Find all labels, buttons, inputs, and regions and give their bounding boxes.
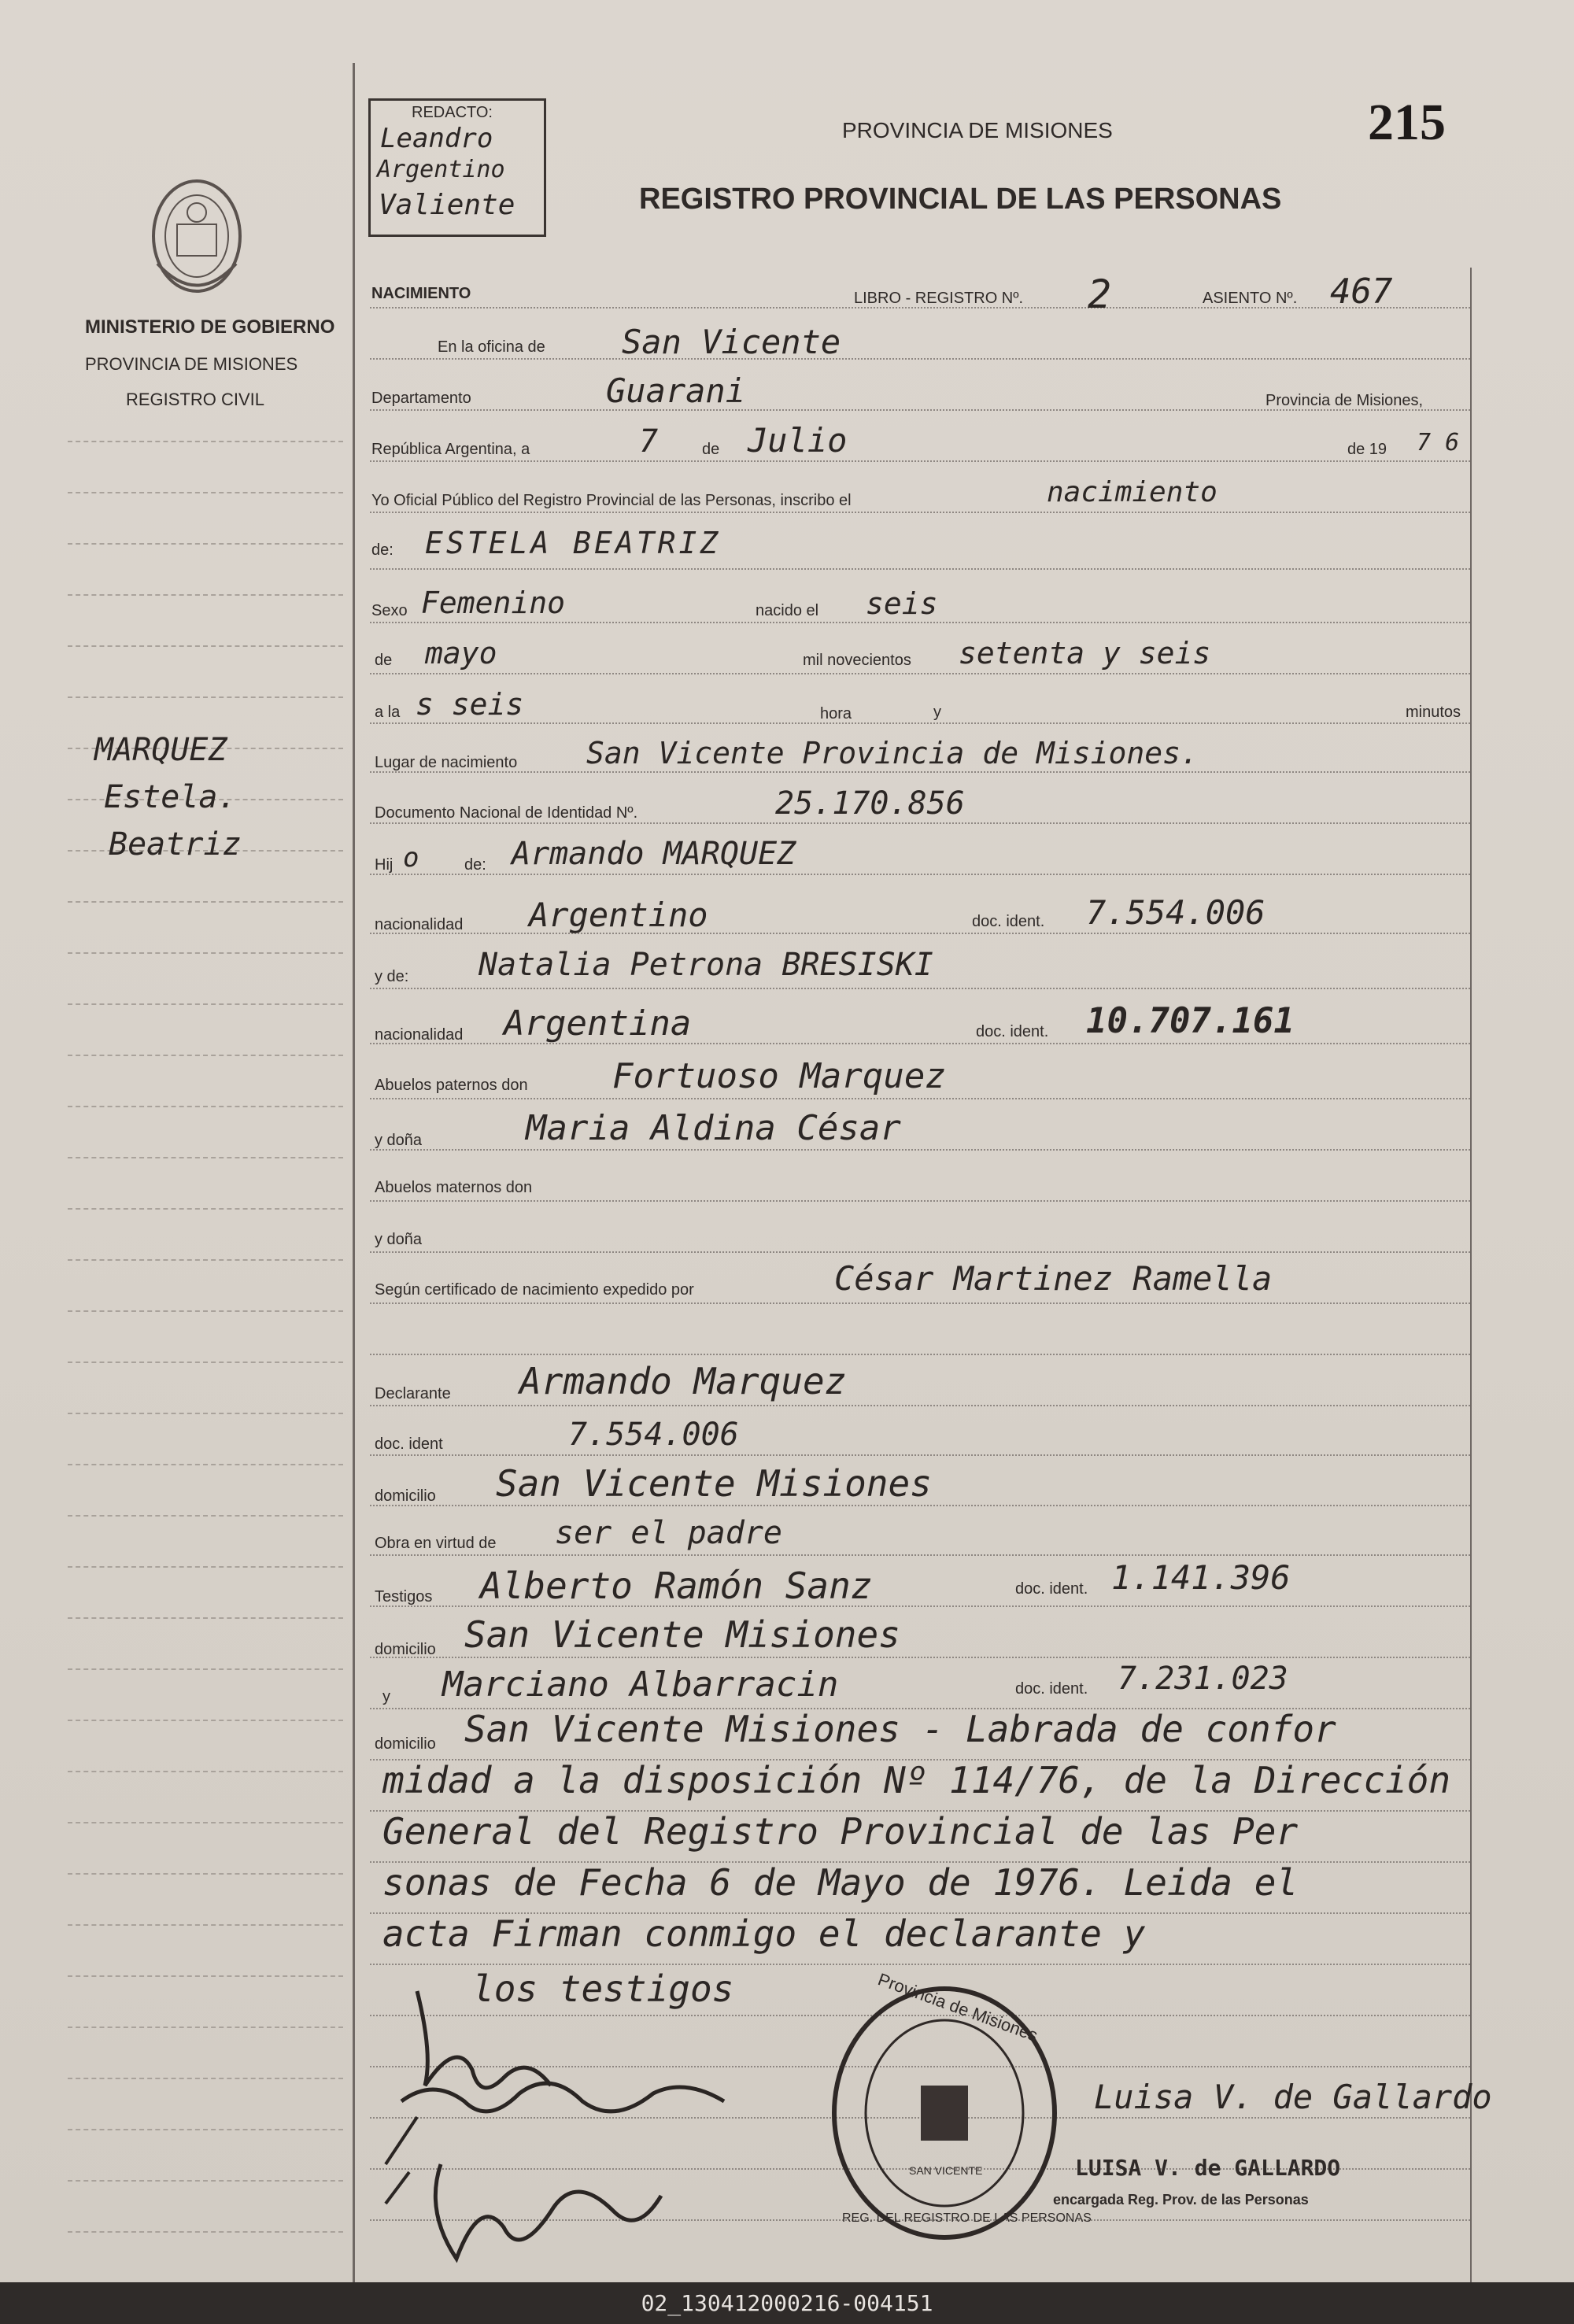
- provincia-suffix: Provincia de Misiones,: [1265, 392, 1424, 409]
- form-dotted-line: [370, 622, 1470, 623]
- form-dotted-line: [370, 771, 1470, 773]
- ydona-label: y doña: [375, 1132, 423, 1149]
- hora-value: s seis: [416, 687, 524, 722]
- sexo-value: Femenino: [421, 586, 566, 620]
- testigo2-value: Marciano Albarracin: [442, 1664, 839, 1705]
- margin-dashed-line: [68, 645, 343, 647]
- form-dotted-line: [370, 1251, 1470, 1253]
- seal-text-bottom: REG. DEL REGISTRO DE LAS PERSONAS: [842, 2211, 1092, 2225]
- de3-label: de: [375, 652, 393, 669]
- abuelos-pat-label: Abuelos paternos don: [375, 1077, 528, 1094]
- margin-dashed-line: [68, 2027, 343, 2028]
- margin-dashed-line: [68, 492, 343, 493]
- declarante-doc: 7.554.006: [568, 1417, 739, 1453]
- note-line-2: midad a la disposición Nº 114/76, de la Dirección: [382, 1759, 1451, 1801]
- departamento-label: Departamento: [371, 390, 471, 407]
- note-line-3: General del Registro Provincial de las Per: [382, 1810, 1299, 1853]
- margin-dashed-line: [68, 543, 343, 545]
- form-dotted-line: [370, 1454, 1470, 1456]
- margin-dashed-line: [68, 1003, 343, 1005]
- margin-dashed-line: [68, 1310, 343, 1312]
- margin-dashed-line: [68, 1668, 343, 1670]
- margin-surname: MARQUEZ: [94, 732, 227, 768]
- de2-label: de:: [371, 541, 394, 559]
- libro-value: 2: [1088, 272, 1112, 317]
- registry-seal: [826, 1969, 1092, 2243]
- note-line-6: los testigos: [472, 1967, 734, 2010]
- declarante-dom-label: domicilio: [375, 1487, 436, 1505]
- note-line-5: acta Firman conmigo el declarante y: [382, 1912, 1146, 1955]
- declarante-value: Armando Marquez: [519, 1360, 847, 1402]
- official-text: Yo Oficial Público del Registro Provincial de las Personas, inscribo el: [371, 492, 852, 509]
- margin-dashed-line: [68, 441, 343, 442]
- obra-value: ser el padre: [555, 1515, 782, 1551]
- ministry-province: PROVINCIA DE MISIONES: [85, 354, 298, 374]
- hijo-suffix: o: [403, 842, 419, 874]
- libro-label: LIBRO - REGISTRO Nº.: [854, 290, 1024, 307]
- right-rule: [1470, 268, 1472, 2282]
- form-dotted-line: [370, 460, 1470, 462]
- redacto-name-1: Leandro: [380, 123, 493, 154]
- abuelo-pat-value: Fortuoso Marquez: [612, 1056, 946, 1096]
- seal-inner-text: SAN VICENTE: [909, 2164, 983, 2177]
- padre-doc-label: doc. ident.: [972, 913, 1045, 930]
- form-dotted-line: [370, 1405, 1470, 1406]
- yde-label: y de:: [375, 968, 409, 985]
- redacto-label: REDACTO:: [412, 104, 493, 121]
- margin-dashed-line: [68, 1106, 343, 1107]
- ministry-title: MINISTERIO DE GOBIERNO: [85, 316, 335, 338]
- margin-dashed-line: [68, 2078, 343, 2079]
- testigo1-value: Alberto Ramón Sanz: [480, 1565, 873, 1607]
- form-dotted-line: [370, 1098, 1470, 1099]
- oficina-value: San Vicente: [622, 323, 841, 361]
- margin-dashed-line: [68, 1208, 343, 1210]
- nacido-label: nacido el: [756, 602, 819, 619]
- declarante-dom: San Vicente Misiones: [496, 1462, 932, 1505]
- departamento-value: Guarani: [606, 371, 746, 410]
- madre-nac-label: nacionalidad: [375, 1026, 464, 1044]
- province-heading: PROVINCIA DE MISIONES: [842, 118, 1113, 142]
- official-signature: Luisa V. de Gallardo: [1094, 2078, 1492, 2116]
- page-number: 215: [1368, 94, 1446, 151]
- y2-label: y: [382, 1688, 390, 1705]
- madre-value: Natalia Petrona BRESISKI: [478, 947, 933, 983]
- dni-value: 25.170.856: [775, 785, 965, 822]
- obra-label: Obra en virtud de: [375, 1535, 497, 1552]
- form-dotted-line: [370, 1200, 1470, 1202]
- margin-dashed-line: [68, 2231, 343, 2233]
- form-dotted-line: [370, 568, 1470, 570]
- abuela-pat-value: Maria Aldina César: [526, 1108, 901, 1148]
- form-dotted-line: [370, 1964, 1470, 1965]
- form-dotted-line: [370, 1354, 1470, 1355]
- sexo-label: Sexo: [371, 602, 408, 619]
- official-name: LUISA V. de GALLARDO: [1075, 2155, 1341, 2181]
- dni-label: Documento Nacional de Identidad Nº.: [375, 804, 638, 822]
- testigos-label: Testigos: [375, 1588, 433, 1605]
- coat-of-arms-icon: [142, 169, 252, 307]
- madre-nac-value: Argentina: [504, 1003, 692, 1044]
- margin-dashed-line: [68, 1515, 343, 1517]
- certificado-value: César Martinez Ramella: [834, 1259, 1273, 1298]
- hora-label: hora: [820, 705, 852, 722]
- mil-label: mil novecientos: [803, 652, 911, 669]
- margin-dashed-line: [68, 1566, 343, 1568]
- margin-dashed-line: [68, 1924, 343, 1926]
- testigo2-dom-label: domicilio: [375, 1735, 436, 1753]
- mil-value: setenta y seis: [959, 636, 1211, 671]
- certificado-label: Según certificado de nacimiento expedido por: [375, 1281, 694, 1299]
- form-dotted-line: [370, 512, 1470, 513]
- testigo1-dom-label: domicilio: [375, 1641, 436, 1658]
- abuelos-mat-label: Abuelos maternos don: [375, 1179, 533, 1196]
- margin-given-1: Estela.: [104, 779, 237, 815]
- padre-doc-value: 7.554.006: [1086, 893, 1265, 932]
- form-dotted-line: [370, 1505, 1470, 1506]
- margin-dashed-line: [68, 1873, 343, 1875]
- form-dotted-line: [370, 1554, 1470, 1556]
- testigo2-dom-and-note: San Vicente Misiones - Labrada de confor: [464, 1708, 1336, 1750]
- registry-title: REGISTRO PROVINCIAL DE LAS PERSONAS: [639, 183, 1282, 216]
- year-value: 7 6: [1417, 429, 1460, 456]
- declarante-label: Declarante: [375, 1385, 451, 1402]
- margin-dashed-line: [68, 1157, 343, 1158]
- redacto-name-2: Argentino: [377, 156, 505, 183]
- redacto-stamp: [368, 98, 546, 237]
- padre-value: Armando MARQUEZ: [512, 836, 796, 872]
- de4-label: de:: [464, 856, 486, 874]
- witness-signatures: [370, 1967, 858, 2282]
- hijo-label: Hij: [375, 856, 394, 874]
- testigo1-dom: San Vicente Misiones: [464, 1613, 900, 1656]
- form-dotted-line: [370, 874, 1470, 875]
- asiento-label: ASIENTO Nº.: [1203, 290, 1298, 307]
- y-label: y: [933, 704, 941, 721]
- margin-dashed-line: [68, 696, 343, 698]
- form-dotted-line: [370, 822, 1470, 824]
- seal-text-top: Provincia de Misiones: [875, 1969, 1040, 2045]
- redacto-name-3: Valiente: [379, 189, 515, 221]
- margin-dashed-line: [68, 1822, 343, 1823]
- ala-label: a la: [375, 704, 401, 721]
- day-value: 7: [639, 423, 659, 460]
- image-caption: 02_130412000216-004151: [0, 2282, 1574, 2324]
- form-dotted-line: [370, 673, 1470, 674]
- year-prefix: de 19: [1347, 441, 1387, 458]
- margin-dashed-line: [68, 1259, 343, 1261]
- margin-dashed-line: [68, 2180, 343, 2182]
- form-dotted-line: [370, 1657, 1470, 1658]
- margin-dashed-line: [68, 1055, 343, 1056]
- testigo1-doc-label: doc. ident.: [1015, 1580, 1088, 1598]
- lugar-label: Lugar de nacimiento: [375, 754, 518, 771]
- official-value: nacimiento: [1047, 476, 1217, 508]
- testigo2-doc: 7.231.023: [1118, 1661, 1288, 1697]
- official-title: encargada Reg. Prov. de las Personas: [1053, 2192, 1309, 2208]
- margin-dashed-line: [68, 1771, 343, 1772]
- oficina-label: En la oficina de: [438, 338, 545, 356]
- testigo2-doc-label: doc. ident.: [1015, 1680, 1088, 1698]
- madre-doc-value: 10.707.161: [1086, 1001, 1295, 1041]
- nacido-value: seis: [866, 586, 938, 621]
- nacido-month: mayo: [425, 636, 497, 671]
- month-value: Julio: [748, 421, 848, 460]
- padre-nac-value: Argentino: [529, 896, 708, 934]
- form-dotted-line: [370, 358, 1470, 360]
- margin-dashed-line: [68, 594, 343, 596]
- margin-dashed-line: [68, 901, 343, 903]
- republica-label: República Argentina, a: [371, 441, 530, 458]
- minutos-label: minutos: [1406, 704, 1461, 721]
- madre-doc-label: doc. ident.: [976, 1023, 1049, 1040]
- margin-dashed-line: [68, 1362, 343, 1363]
- form-dotted-line: [370, 1302, 1470, 1304]
- testigo1-doc: 1.141.396: [1111, 1558, 1291, 1597]
- padre-nac-label: nacionalidad: [375, 916, 464, 933]
- ministry-civil-registry: REGISTRO CIVIL: [126, 390, 265, 409]
- margin-dashed-line: [68, 2129, 343, 2130]
- margin-dashed-line: [68, 1413, 343, 1414]
- margin-dashed-line: [68, 1464, 343, 1465]
- margin-dashed-line: [68, 1617, 343, 1619]
- form-dotted-line: [370, 988, 1470, 989]
- margin-dashed-line: [68, 952, 343, 954]
- margin-dashed-line: [68, 1720, 343, 1721]
- form-dotted-line: [370, 722, 1470, 724]
- record-type: NACIMIENTO: [371, 285, 471, 302]
- declarante-doc-label: doc. ident: [375, 1435, 443, 1453]
- name-value: ESTELA BEATRIZ: [425, 526, 722, 560]
- margin-given-2: Beatriz: [109, 826, 242, 863]
- lugar-value: San Vicente Provincia de Misiones.: [586, 736, 1199, 770]
- de-label: de: [702, 441, 720, 458]
- form-dotted-line: [370, 1149, 1470, 1151]
- ydona2-label: y doña: [375, 1231, 423, 1248]
- margin-rule: [353, 63, 355, 2282]
- margin-dashed-line: [68, 1975, 343, 1977]
- note-line-4: sonas de Fecha 6 de Mayo de 1976. Leida el: [382, 1861, 1299, 1904]
- asiento-value: 467: [1330, 272, 1393, 312]
